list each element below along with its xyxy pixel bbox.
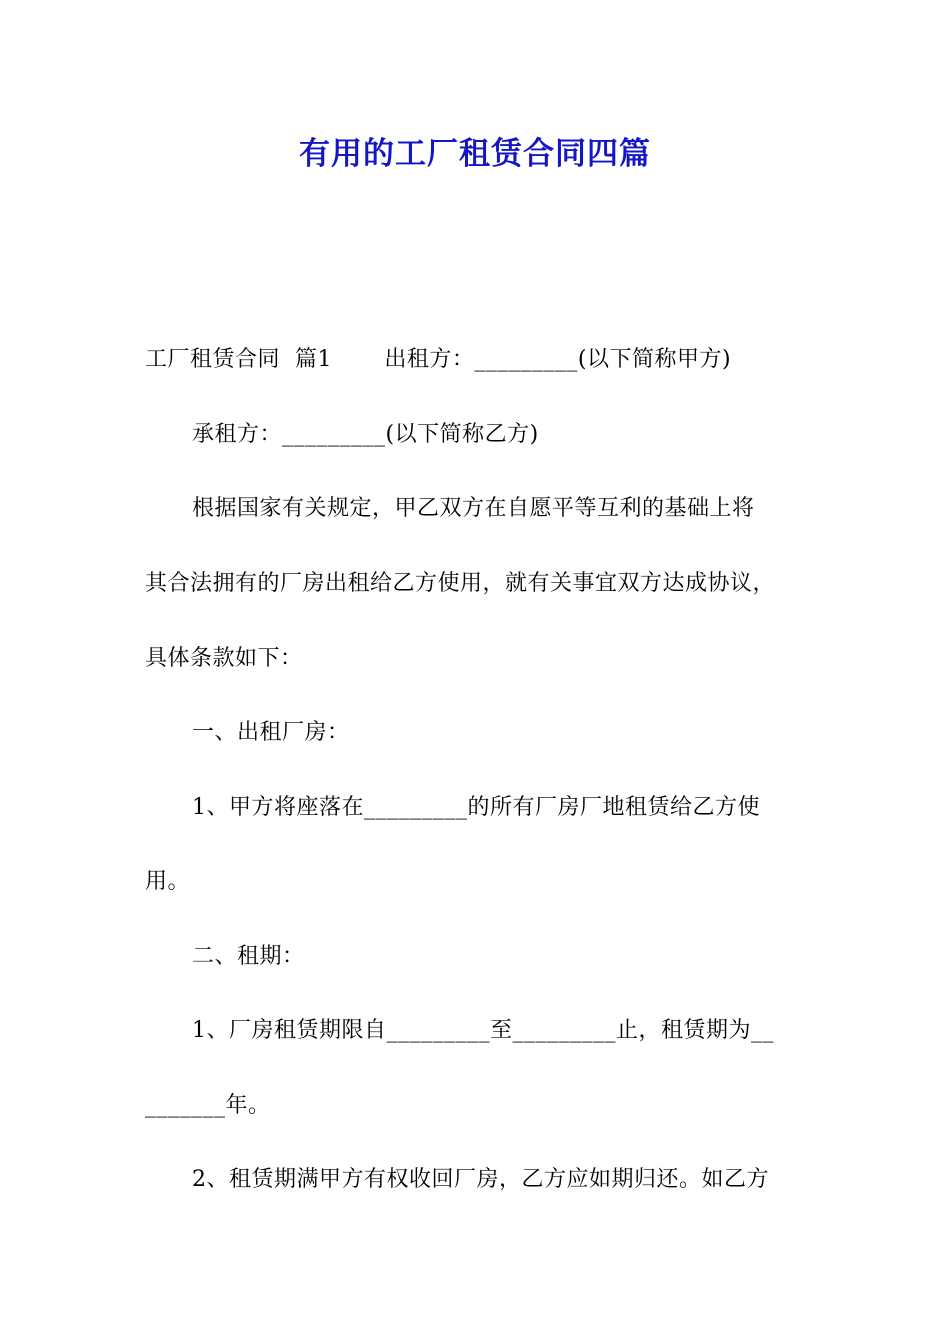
paragraph-line: 承租方：_________(以下简称乙方) — [192, 422, 539, 447]
paragraph-line: 根据国家有关规定，甲乙双方在自愿平等互利的基础上将 — [192, 496, 755, 521]
paragraph-line: 用。 — [145, 869, 191, 894]
section-heading: 一、出租厂房： — [192, 720, 350, 745]
document-title: 有用的工厂租赁合同四篇 — [299, 136, 651, 172]
paragraph-line: 2、租赁期满甲方有权收回厂房，乙方应如期归还。如乙方 — [192, 1167, 769, 1192]
paragraph-line: 1、厂房租赁期限自_________至_________止，租赁期为__ — [192, 1018, 774, 1043]
paragraph-line: 工厂租赁合同 篇1 出租方：_________(以下简称甲方) — [145, 347, 732, 372]
paragraph-line: 具体条款如下： — [145, 646, 303, 671]
paragraph-line: 其合法拥有的厂房出租给乙方使用，就有关事宜双方达成协议， — [145, 571, 776, 596]
section-heading: 二、租期： — [192, 944, 305, 969]
paragraph-line: _______年。 — [145, 1093, 271, 1118]
paragraph-line: 1、甲方将座落在_________的所有厂房厂地租赁给乙方使 — [192, 795, 760, 820]
